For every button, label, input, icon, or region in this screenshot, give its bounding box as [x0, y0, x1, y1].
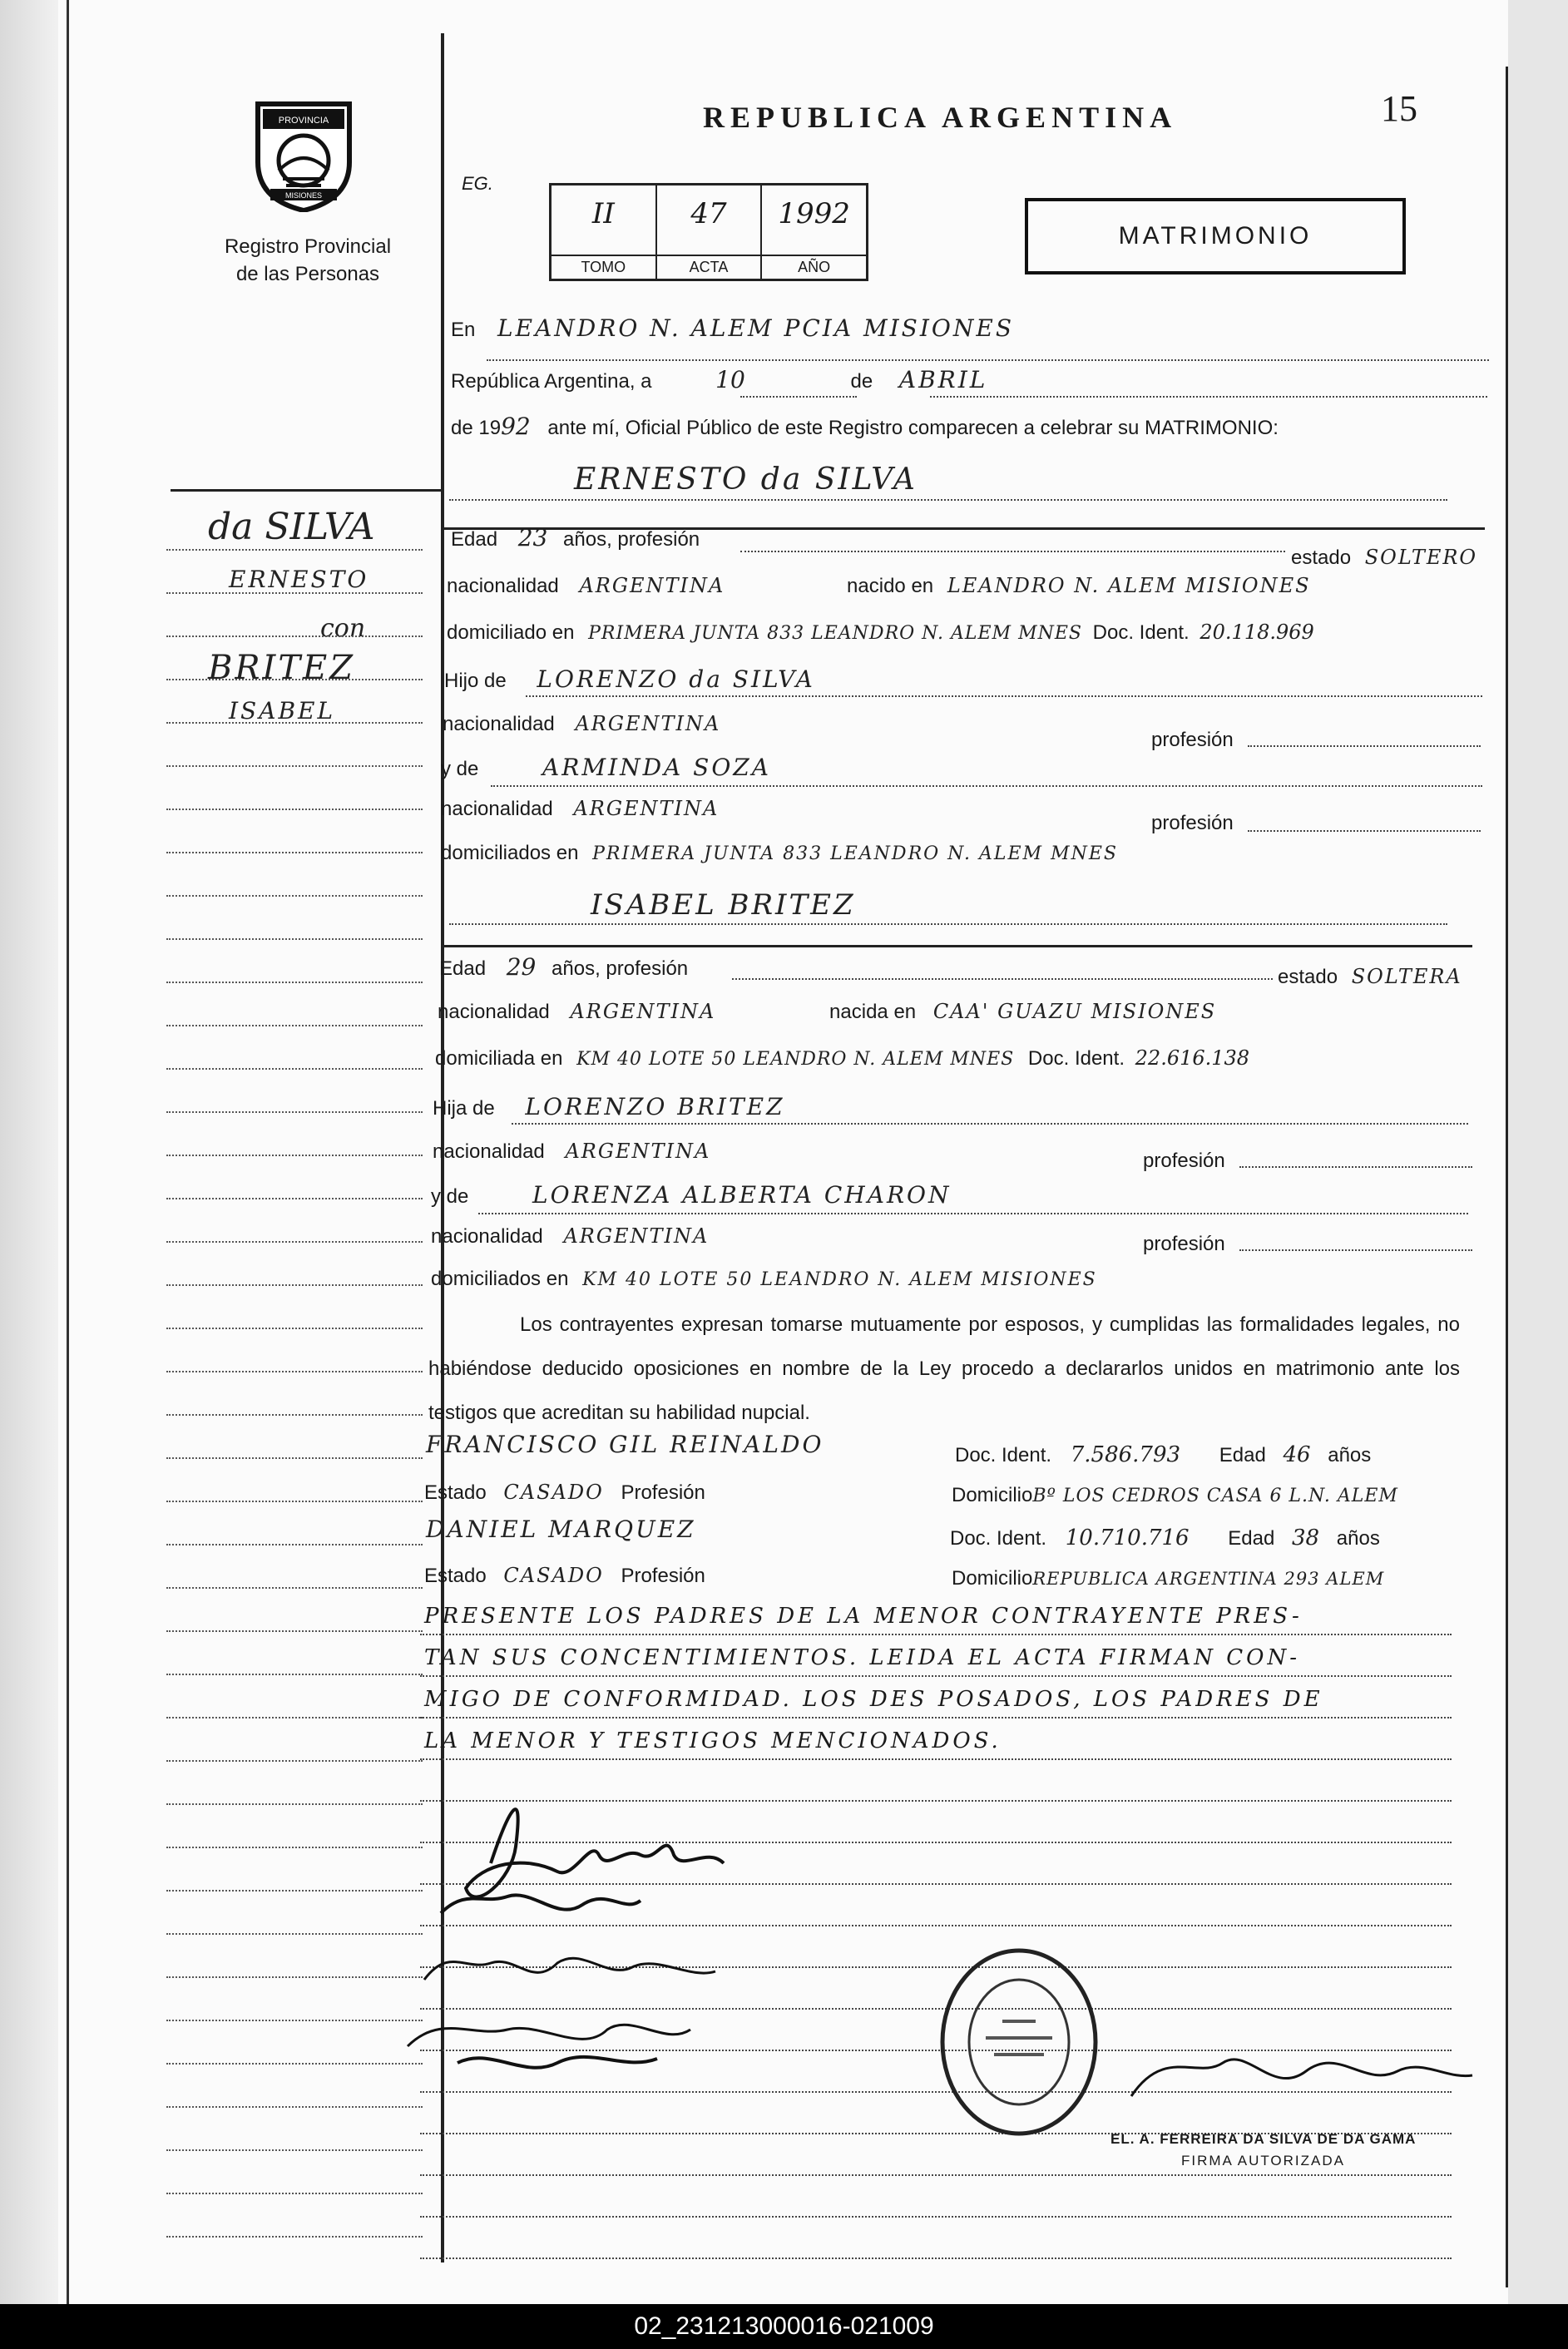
witness1-address-label: Domicilio: [952, 1484, 1033, 1506]
groom-status-label: estado: [1291, 546, 1352, 569]
witness1-prof-label: Profesión: [621, 1481, 705, 1504]
margin-dotline: [166, 2063, 423, 2065]
bride-address-label: domiciliada en: [435, 1047, 563, 1070]
signature-groom: [466, 1809, 724, 1897]
bride-father-nat-row: [433, 1140, 710, 1164]
bride-father-nat-label: nacionalidad: [433, 1140, 545, 1163]
intro-statement: ante mí, Oficial Público de este Registro comparecen a celebrar su MATRIMONIO:: [547, 417, 1279, 439]
binding-edge: [0, 0, 58, 2304]
bride-nationality: ARGENTINA: [570, 1000, 716, 1023]
witness2-doc-row: [950, 1526, 1380, 1550]
groom-mother-nat-label: nacionalidad: [441, 798, 553, 820]
official-role: FIRMA AUTORIZADA: [1181, 2153, 1345, 2168]
margin-dotline: [166, 982, 423, 983]
logo-text-top: PROVINCIA: [278, 116, 329, 126]
tomo-cell: [552, 185, 657, 279]
margin-surname-groom: da SILVA: [208, 506, 375, 548]
groom-birthplace: LEANDRO N. ALEM MISIONES: [947, 574, 1311, 597]
witness1-status: CASADO: [503, 1481, 604, 1504]
ruled-dotline: [420, 2174, 1452, 2176]
note-line-3: MIGO DE CONFORMIDAD. LOS DES POSADOS, LOS PADRES DE: [424, 1687, 1323, 1712]
groom-mother-dotline: [491, 785, 1482, 787]
witness1-years-label: años: [1328, 1444, 1372, 1466]
bride-father-nationality: ARGENTINA: [565, 1140, 711, 1163]
bride-father: LORENZO BRITEZ: [525, 1093, 785, 1120]
margin-dotline: [166, 1630, 423, 1632]
margin-dotline: [166, 679, 423, 680]
bride-section-rule: [441, 945, 1472, 947]
bride-name-dotline: [449, 923, 1447, 925]
marriage-place: LEANDRO N. ALEM PCIA MISIONES: [497, 314, 1014, 342]
witness2-age: 38: [1292, 1526, 1320, 1550]
bride-father-prof-dotline: [1239, 1166, 1472, 1168]
acta-value: 47: [690, 197, 727, 230]
margin-dotline: [166, 635, 423, 637]
bride-father-label: Hija de: [433, 1097, 495, 1120]
groom-address-label: domiciliado en: [447, 621, 575, 644]
margin-dotline: [166, 2020, 423, 2021]
margin-dotline: [166, 1544, 423, 1545]
witness1-address-row: [952, 1484, 1398, 1507]
groom-address-row: [447, 621, 1314, 645]
signature-witness1: [424, 1958, 715, 1980]
groom-address: PRIMERA JUNTA 833 LEANDRO N. ALEM MNES: [588, 623, 1082, 644]
scan-id-footer: 02_231213000016-021009: [0, 2304, 1568, 2349]
witness1-age: 46: [1283, 1442, 1311, 1467]
bride-age-label: Edad: [439, 957, 487, 980]
acta-cell: [657, 185, 763, 279]
document-type: MATRIMONIO: [1118, 222, 1313, 250]
witness1-name: FRANCISCO GIL REINALDO: [426, 1431, 824, 1458]
ruled-dotline: [420, 1634, 1452, 1635]
witness2-status-label: Estado: [424, 1565, 487, 1587]
bride-parents-address: KM 40 LOTE 50 LEANDRO N. ALEM MISIONES: [582, 1269, 1097, 1290]
groom-doc-label: Doc. Ident.: [1092, 621, 1190, 644]
provincial-shield-icon: [250, 96, 358, 212]
margin-dotline: [166, 2193, 423, 2194]
anio-value: 1992: [778, 197, 850, 230]
witness2-doc: 10.710.716: [1065, 1526, 1190, 1550]
groom-name-dotline: [449, 499, 1447, 501]
witness1-address: Bº LOS CEDROS CASA 6 L.N. ALEM: [1032, 1486, 1398, 1506]
witness2-age-label: Edad: [1228, 1527, 1275, 1550]
margin-dotline: [166, 1328, 423, 1329]
marriage-day: 10: [715, 366, 745, 393]
margin-dotline: [166, 1198, 423, 1199]
margin-dotline: [166, 1414, 423, 1416]
bride-parents-address-label: domiciliados en: [431, 1268, 569, 1290]
groom-father-row: [444, 665, 815, 693]
groom-parents-address: PRIMERA JUNTA 833 LEANDRO N. ALEM MNES: [592, 843, 1118, 864]
bride-father-row: [433, 1093, 785, 1120]
bride-address: KM 40 LOTE 50 LEANDRO N. ALEM MNES: [576, 1049, 1015, 1070]
margin-dotline: [166, 765, 423, 767]
bride-mother-prof-label: profesión: [1143, 1233, 1225, 1255]
document-type-box: [1025, 198, 1406, 274]
margin-dotline: [166, 852, 423, 853]
groom-age-label: Edad: [451, 528, 498, 551]
ruled-dotline: [420, 2258, 1452, 2259]
marriage-month: ABRIL: [898, 366, 988, 393]
margin-dotline: [166, 2236, 423, 2238]
margin-dotline: [166, 1803, 423, 1805]
margin-dotline: [166, 1847, 423, 1848]
bride-status-row: [1278, 965, 1462, 989]
registry-name-line2: de las Personas: [235, 263, 380, 285]
groom-father-nat-label: nacionalidad: [443, 713, 555, 735]
intro-year-row: [451, 413, 1279, 440]
witness2-address-row: [952, 1567, 1384, 1590]
margin-dotline: [166, 1976, 423, 1978]
margin-dotline: [166, 1760, 423, 1762]
groom-father-dotline: [526, 695, 1482, 697]
margin-dotline: [166, 1025, 423, 1026]
margin-dotline: [166, 722, 423, 724]
official-signature: [1115, 2030, 1481, 2129]
anio-label: AÑO: [762, 255, 866, 279]
signatures-area: [391, 1763, 907, 2113]
note-line-1: PRESENTE LOS PADRES DE LA MENOR CONTRAYENTE PRES-: [424, 1604, 1303, 1629]
groom-mother-nationality: ARGENTINA: [573, 797, 720, 820]
witness1-doc: 7.586.793: [1070, 1442, 1181, 1467]
registry-name: [183, 233, 433, 288]
margin-dotline: [166, 1155, 423, 1156]
groom-prof-dotline: [740, 551, 1285, 552]
tomo-value: II: [591, 197, 615, 230]
ruled-dotline: [420, 1758, 1452, 1760]
signature-bride: [441, 1895, 641, 1913]
margin-dotline: [166, 895, 423, 897]
groom-mother-label: y de: [441, 758, 479, 780]
eg-mark: EG.: [462, 173, 493, 194]
groom-father: LORENZO da SILVA: [537, 665, 815, 693]
groom-father-nat-row: [443, 712, 720, 736]
year-prefix: de 19: [451, 417, 502, 439]
bride-nationality-row: [438, 1000, 1216, 1024]
groom-father-prof-dotline: [1248, 745, 1481, 747]
year-suffix: 92: [501, 413, 531, 440]
margin-dotline: [166, 1890, 423, 1892]
groom-doc: 20.118.969: [1199, 621, 1314, 644]
de-label: de: [850, 370, 873, 393]
bride-parents-address-row: [431, 1268, 1097, 1291]
margin-dotline: [166, 1717, 423, 1718]
groom-father-prof-row: [1151, 729, 1234, 752]
official-name: EL. A. FERREIRA DA SILVA DE DA GAMA: [1110, 2131, 1417, 2147]
bride-mother-nat-label: nacionalidad: [431, 1225, 543, 1248]
witness2-address-label: Domicilio: [952, 1567, 1033, 1590]
witness2-address: REPUBLICA ARGENTINA 293 ALEM: [1032, 1569, 1385, 1589]
groom-nationality: ARGENTINA: [579, 574, 725, 597]
bride-mother-row: [431, 1181, 951, 1209]
groom-mother-nat-row: [441, 797, 719, 821]
bride-age: 29: [506, 953, 537, 981]
bride-status: SOLTERA: [1351, 965, 1462, 988]
groom-father-nationality: ARGENTINA: [575, 712, 721, 735]
margin-surname-bride: BRITEZ: [208, 649, 355, 687]
groom-status: SOLTERO: [1364, 546, 1478, 569]
signature-witness2: [408, 2025, 690, 2046]
registry-name-line1: Registro Provincial: [224, 235, 392, 258]
bride-prof-label: años, profesión: [552, 957, 689, 980]
margin-dotline: [166, 1501, 423, 1502]
bride-born-label: nacida en: [829, 1001, 917, 1023]
month-dotline: [930, 396, 1487, 398]
registry-reference-box: [549, 183, 868, 281]
bride-father-dotline: [512, 1123, 1468, 1125]
groom-mother-prof-dotline: [1248, 830, 1481, 832]
margin-dotline: [166, 1111, 423, 1113]
witness1-status-label: Estado: [424, 1481, 487, 1504]
groom-prof-label: años, profesión: [563, 528, 700, 551]
groom-born-label: nacido en: [847, 575, 934, 597]
country-title: REPUBLICA ARGENTINA: [703, 101, 1178, 134]
margin-top-rule: [171, 489, 441, 492]
bride-mother-dotline: [478, 1213, 1468, 1214]
bride-name: ISABEL BRITEZ: [591, 888, 856, 922]
acta-label: ACTA: [657, 255, 761, 279]
witness2-doc-label: Doc. Ident.: [950, 1527, 1047, 1550]
ruled-dotline: [420, 1675, 1452, 1677]
groom-parents-address-label: domiciliados en: [441, 842, 579, 864]
witness2-prof-label: Profesión: [621, 1565, 705, 1587]
witness1-row: [426, 1431, 824, 1458]
margin-dotline: [166, 592, 423, 594]
bride-mother-prof-row: [1143, 1233, 1225, 1256]
bride-status-label: estado: [1278, 966, 1338, 988]
groom-age: 23: [517, 524, 548, 551]
bride-mother-label: y de: [431, 1185, 469, 1208]
note-line-2: TAN SUS CONCENTIMIENTOS. LEIDA EL ACTA FIRMAN CON-: [424, 1645, 1300, 1670]
ruled-dotline: [420, 2216, 1452, 2218]
groom-mother-prof-row: [1151, 812, 1234, 835]
place-dotline: [487, 359, 1489, 361]
declaration-text: Los contrayentes expresan tomarse mutuamente por esposos, y cumplidas las formalidades legales, no habiéndose deducido oposiciones en nombre de la Ley procedo a declararlos unidos en matrimonio ante los testigos que acreditan su habilidad nupcial.: [428, 1313, 1460, 1424]
groom-father-prof-label: profesión: [1151, 729, 1234, 751]
page-edge: [1508, 0, 1568, 2304]
bride-mother-nationality: ARGENTINA: [563, 1224, 710, 1248]
note-line-4: LA MENOR Y TESTIGOS MENCIONADOS.: [424, 1728, 1002, 1753]
margin-dotline: [166, 1284, 423, 1286]
bride-mother-prof-dotline: [1239, 1249, 1472, 1251]
margin-dotline: [166, 1241, 423, 1243]
tomo-label: TOMO: [552, 255, 655, 279]
groom-nationality-label: nacionalidad: [447, 575, 559, 597]
official-stamp: [936, 1946, 1102, 2138]
witness2-status: CASADO: [503, 1564, 604, 1587]
margin-dotline: [166, 1933, 423, 1935]
witness2-name: DANIEL MARQUEZ: [426, 1516, 696, 1543]
groom-mother: ARMINDA SOZA: [542, 754, 771, 781]
margin-dotline: [166, 2149, 423, 2151]
bride-address-row: [435, 1046, 1249, 1071]
groom-parents-address-row: [441, 842, 1118, 865]
margin-dotline: [166, 1068, 423, 1070]
bride-father-prof-label: profesión: [1143, 1150, 1225, 1172]
groom-father-label: Hijo de: [444, 670, 507, 692]
groom-age-row: [451, 524, 700, 551]
witness1-age-label: Edad: [1219, 1444, 1266, 1466]
signature-father: [458, 2057, 657, 2068]
bride-prof-dotline: [732, 978, 1273, 980]
margin-dotline: [166, 2106, 423, 2108]
groom-name: ERNESTO da SILVA: [574, 462, 918, 497]
margin-line: [67, 0, 69, 2304]
groom-mother-prof-label: profesión: [1151, 812, 1234, 834]
witness2-row: [426, 1516, 696, 1543]
margin-con: con: [320, 614, 366, 643]
bride-doc-label: Doc. Ident.: [1027, 1047, 1125, 1070]
margin-dotline: [166, 549, 423, 551]
margin-dotline: [166, 1371, 423, 1372]
margin-firstname-groom: ERNESTO: [229, 566, 369, 593]
margin-dotline: [166, 1674, 423, 1675]
anio-cell: [762, 185, 866, 279]
groom-nationality-row: [447, 574, 1311, 598]
bride-birthplace: CAA' GUAZU MISIONES: [932, 1000, 1217, 1023]
margin-dotline: [166, 1587, 423, 1589]
witness1-status-row: [424, 1481, 705, 1505]
bride-mother: LORENZA ALBERTA CHARON: [532, 1181, 952, 1209]
en-label: En: [451, 319, 476, 341]
intro-date-row: [451, 366, 987, 393]
groom-status-row: [1291, 546, 1477, 570]
bride-nationality-label: nacionalidad: [438, 1001, 550, 1023]
logo-text-bottom: MISIONES: [284, 191, 323, 200]
witness2-years-label: años: [1336, 1527, 1380, 1550]
witness1-doc-row: [955, 1442, 1371, 1467]
margin-dotline: [166, 1457, 423, 1459]
bride-doc: 22.616.138: [1135, 1046, 1250, 1070]
margin-dotline: [166, 938, 423, 940]
folio-number: 15: [1381, 88, 1417, 129]
witness1-doc-label: Doc. Ident.: [955, 1444, 1052, 1466]
bride-age-row: [439, 953, 688, 981]
intro-place-row: [451, 314, 1014, 342]
groom-mother-row: [441, 754, 771, 781]
margin-firstname-bride: ISABEL: [229, 697, 336, 724]
bride-mother-nat-row: [431, 1224, 709, 1249]
ruled-dotline: [420, 1717, 1452, 1718]
day-dotline: [740, 396, 857, 398]
witness2-status-row: [424, 1564, 705, 1588]
margin-dotline: [166, 809, 423, 810]
bride-father-prof-row: [1143, 1150, 1225, 1173]
republica-label: República Argentina, a: [451, 370, 652, 393]
